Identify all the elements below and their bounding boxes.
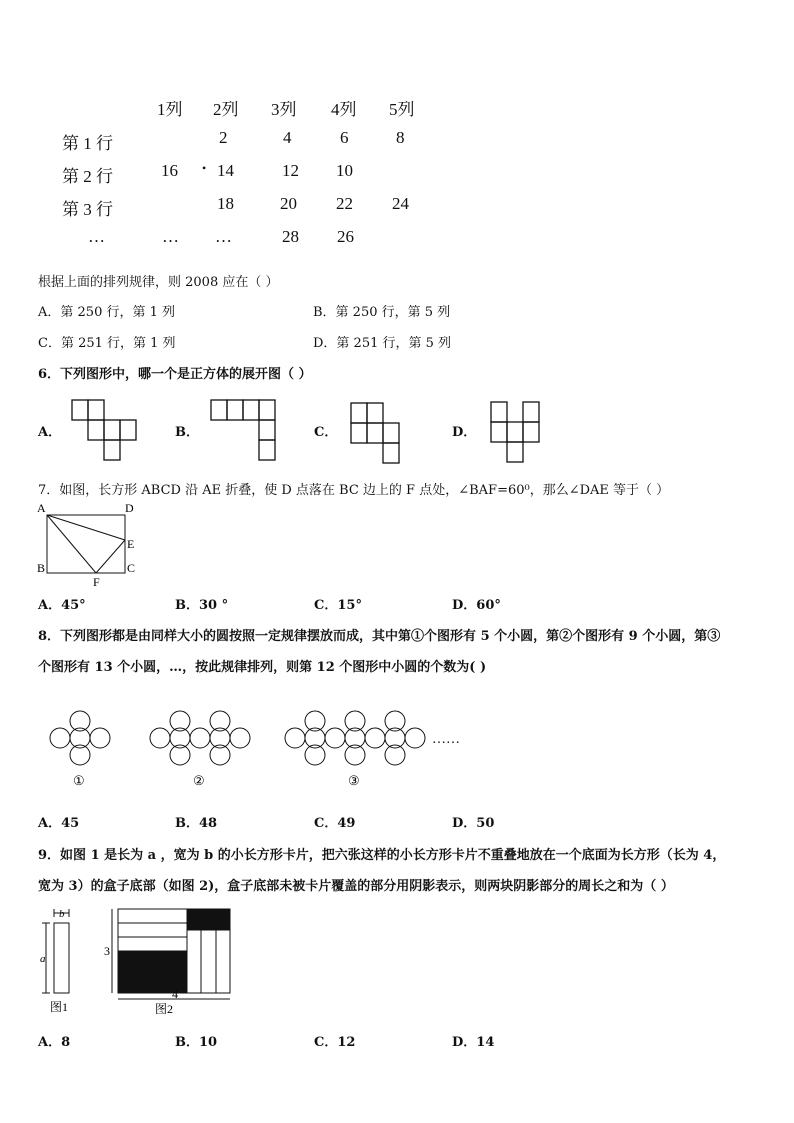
q6-option-a-label[interactable]: A． (38, 425, 62, 440)
row-label: … (88, 227, 105, 246)
q6-net-c (351, 403, 407, 467)
q6-option-d-label[interactable]: D． (452, 425, 477, 440)
q5-option-d[interactable]: D．第 251 行，第 5 列 (313, 336, 452, 351)
col-header: 1列 (157, 100, 183, 119)
col-header: 4列 (331, 100, 357, 119)
figure-label-1: ① (73, 773, 85, 788)
vertex-label-d: D (125, 501, 134, 515)
q8-stem-line1: 8．下列图形都是由同样大小的圆按照一定规律摆放而成，其中第①个图形有 5 个小圆，第②个图形有 9 个小圆，第③ (38, 629, 721, 644)
q5-option-c[interactable]: C．第 251 行，第 1 列 (38, 336, 176, 351)
q6-option-b-label[interactable]: B． (175, 425, 199, 440)
q8-option-d[interactable]: D．50 (452, 816, 495, 831)
q7-stem: 7．如图，长方形 ABCD 沿 AE 折叠，使 D 点落在 BC 边上的 F 点处，∠BAF=60⁰，那么∠DAE 等于（ ） (38, 483, 670, 498)
fig1-caption: 图1 (50, 1000, 69, 1014)
pattern-ellipsis: …… (432, 732, 460, 747)
table-dot: • (202, 161, 207, 175)
vertex-label-c: C (127, 561, 136, 575)
col-header: 2列 (213, 100, 239, 119)
q5-stem: 根据上面的排列规律，则 2008 应在（ ） (38, 275, 279, 290)
col-header: 5列 (389, 100, 415, 119)
vertex-label-e: E (127, 537, 135, 551)
q6-option-c-label[interactable]: C． (314, 425, 338, 440)
vertex-label-f: F (93, 575, 100, 589)
table-cell: 28 (282, 227, 299, 246)
table-cell: 14 (217, 161, 234, 180)
q8-option-a[interactable]: A．45 (38, 816, 80, 831)
q8-circle-pattern (46, 703, 460, 793)
q7-option-a[interactable]: A．45° (38, 598, 86, 613)
table-cell: 6 (340, 128, 349, 147)
q9-figure-1 (40, 905, 80, 1017)
table-cell: 20 (280, 194, 297, 213)
figure-label-3: ③ (348, 773, 360, 788)
q8-option-c[interactable]: C．49 (314, 816, 356, 831)
q6-net-b (211, 400, 281, 464)
q9-option-b[interactable]: B．10 (175, 1035, 218, 1050)
q6-net-a (72, 400, 142, 464)
table-cell: 12 (282, 161, 299, 180)
table-cell: 26 (337, 227, 354, 246)
q6-stem: 6．下列图形中，哪一个是正方体的展开图（ ） (38, 367, 312, 382)
q6-net-d (491, 402, 547, 466)
fig1-label-b: b (59, 908, 65, 920)
q7-rectangle-figure (36, 500, 146, 589)
q9-figure-2 (100, 905, 240, 1017)
table-cell: 4 (283, 128, 292, 147)
q9-stem-line1: 9．如图 1 是长为 a ，宽为 b 的小长方形卡片，把六张这样的小长方形卡片不重叠地放在一个底面为长方形（长为 4， (38, 848, 726, 863)
table-cell: 10 (336, 161, 353, 180)
fig1-label-a: a (40, 953, 46, 965)
table-cell: … (215, 227, 232, 246)
q7-option-c[interactable]: C．15° (314, 598, 362, 613)
row-label: 第 1 行 (62, 134, 113, 153)
q5-option-a[interactable]: A．第 250 行，第 1 列 (38, 305, 176, 320)
table-cell: 8 (396, 128, 405, 147)
q8-stem-line2: 个图形有 13 个小圆，…，按此规律排列，则第 12 个图形中小圆的个数为( ) (38, 660, 487, 675)
q9-option-c[interactable]: C．12 (314, 1035, 356, 1050)
fig2-caption: 图2 (155, 1002, 174, 1016)
table-cell: 16 (161, 161, 178, 180)
row-label: 第 3 行 (62, 200, 113, 219)
table-cell: 22 (336, 194, 353, 213)
fig2-label-width: 4 (172, 987, 178, 1001)
table-cell: 24 (392, 194, 409, 213)
table-cell: 18 (217, 194, 234, 213)
q5-option-b[interactable]: B．第 250 行，第 5 列 (313, 305, 451, 320)
col-header: 3列 (271, 100, 297, 119)
table-cell: 2 (219, 128, 228, 147)
vertex-label-a: A (37, 501, 46, 515)
table-cell: … (162, 227, 179, 246)
row-label: 第 2 行 (62, 167, 113, 186)
fig2-label-height: 3 (104, 944, 110, 958)
q7-option-b[interactable]: B．30 ° (175, 598, 229, 613)
q9-stem-line2: 宽为 3）的盒子底部（如图 2)，盒子底部未被卡片覆盖的部分用阴影表示，则两块阴影部分的周长之和为（ ） (38, 879, 674, 894)
q9-option-a[interactable]: A．8 (38, 1035, 71, 1050)
figure-label-2: ② (193, 773, 205, 788)
vertex-label-b: B (37, 561, 46, 575)
q8-option-b[interactable]: B．48 (175, 816, 218, 831)
q9-option-d[interactable]: D．14 (452, 1035, 495, 1050)
q7-option-d[interactable]: D．60° (452, 598, 501, 613)
